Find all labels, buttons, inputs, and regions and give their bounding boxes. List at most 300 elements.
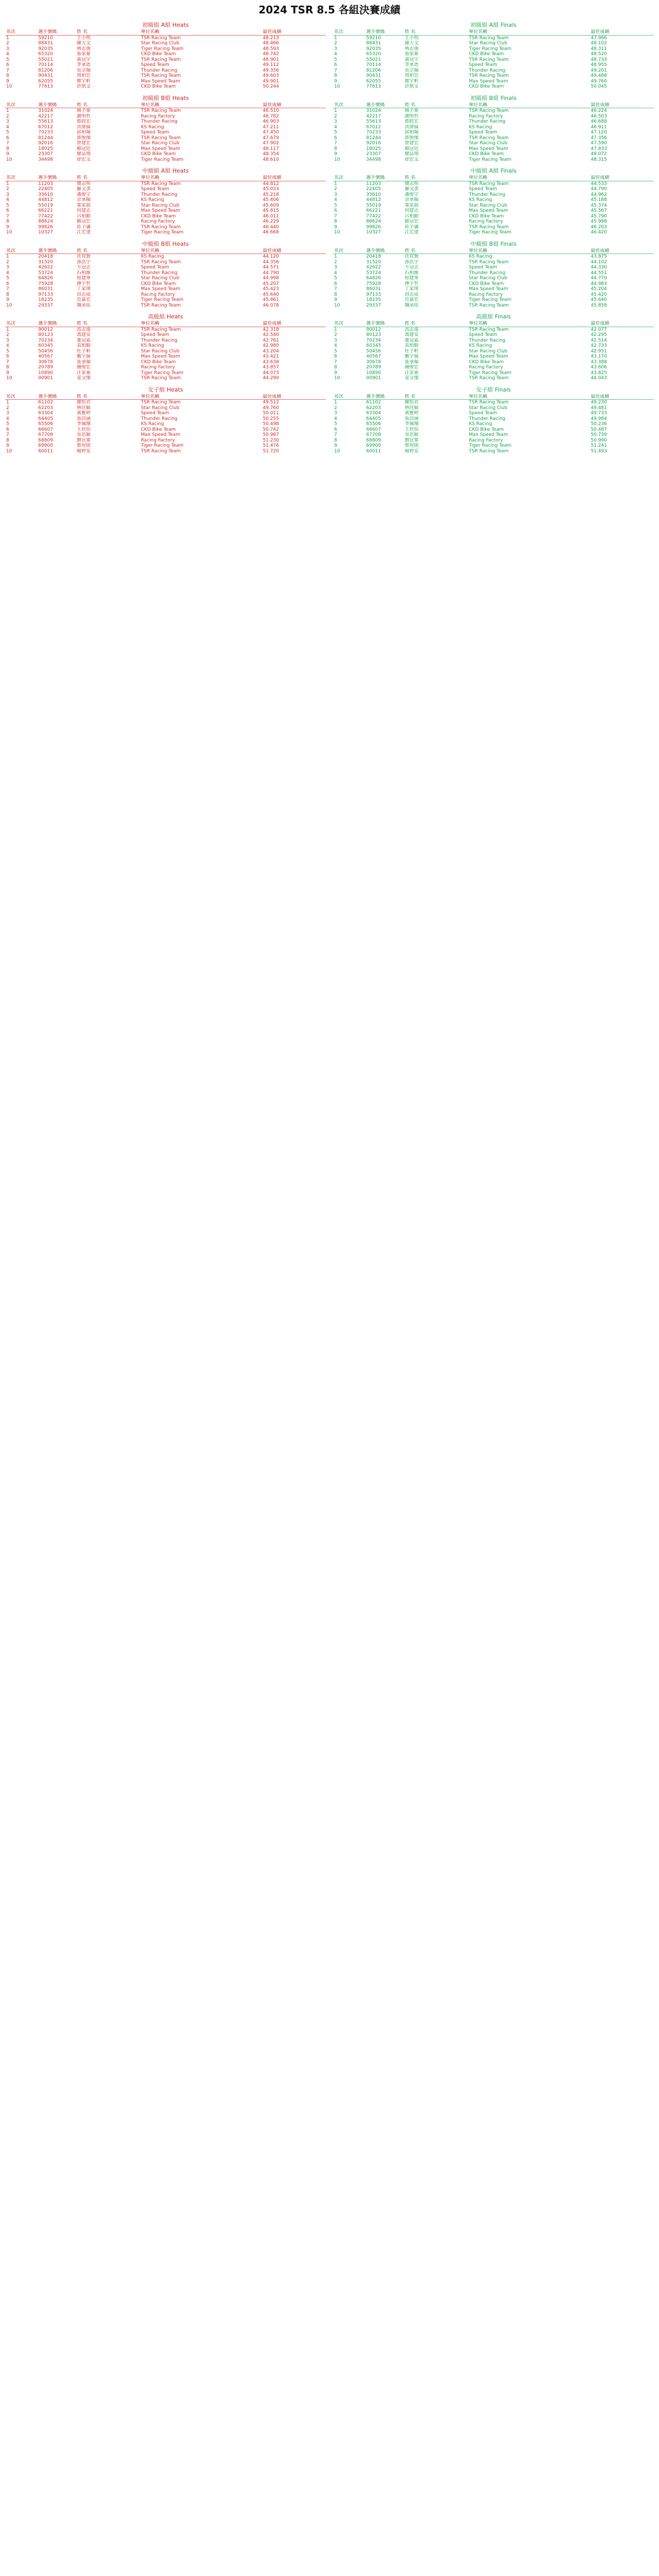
- table-cell: 馮建安: [405, 332, 419, 337]
- table-row: [5, 225, 326, 230]
- heats-results-table: [5, 248, 326, 309]
- table-row: [5, 292, 326, 298]
- table-row: [333, 219, 654, 225]
- table-cell: 55019: [38, 202, 53, 208]
- table-cell: 吳宗翰: [77, 67, 91, 73]
- table-cell: 31520: [38, 259, 53, 265]
- column-header: 單位名稱: [468, 248, 590, 254]
- table-cell: 88624: [38, 219, 53, 224]
- table-row: [333, 276, 654, 281]
- column-header: 姓 名: [76, 321, 140, 327]
- column-header: 姓 名: [404, 321, 468, 327]
- table-cell: Star Racing Club: [141, 348, 180, 354]
- table-row: [333, 151, 654, 157]
- table-cell: 47.211: [263, 124, 279, 130]
- table-cell: 3: [6, 265, 9, 270]
- table-cell: 46.229: [263, 219, 279, 224]
- finals-column: [333, 95, 654, 163]
- table-cell: KS Racing: [469, 254, 492, 259]
- table-cell: 9: [6, 370, 9, 376]
- table-cell: 48.102: [591, 41, 607, 46]
- table-cell: 蔡宛儒: [77, 443, 91, 448]
- table-cell: 程建華: [77, 276, 91, 281]
- table-cell: 48.354: [263, 151, 279, 157]
- table-row: [5, 151, 326, 157]
- table-cell: 李佩珊: [405, 421, 419, 427]
- table-cell: 97133: [366, 292, 381, 297]
- table-cell: 70114: [366, 62, 381, 67]
- column-header: 最佳成績: [589, 103, 654, 108]
- table-cell: 97133: [38, 292, 53, 297]
- table-cell: Speed Team: [141, 332, 169, 337]
- table-cell: 7: [334, 141, 337, 146]
- table-cell: 3: [334, 119, 337, 124]
- table-header-row: [333, 175, 654, 181]
- heats-title: 高級組 Heats: [148, 313, 183, 320]
- table-cell: 44.356: [263, 259, 279, 265]
- table-cell: 5: [334, 202, 337, 208]
- table-row: [5, 327, 326, 332]
- table-cell: 49.201: [591, 67, 607, 73]
- table-cell: Speed Team: [469, 187, 497, 192]
- column-header: 最佳成績: [262, 103, 326, 108]
- table-cell: 7: [334, 213, 337, 219]
- table-row: [333, 432, 654, 438]
- table-cell: Thunder Racing: [141, 119, 178, 124]
- table-row: [5, 119, 326, 125]
- table-cell: 10327: [38, 230, 53, 235]
- table-cell: 86031: [366, 286, 381, 292]
- table-row: [333, 297, 654, 303]
- table-cell: 傅宇哲: [405, 281, 419, 286]
- finals-title: 中級組 B組 Finals: [470, 240, 517, 247]
- heats-title: 中級組 A組 Heats: [142, 167, 189, 174]
- table-cell: 董冠霖: [405, 337, 419, 343]
- table-cell: 周柏宏: [77, 73, 91, 78]
- table-cell: 孫浩宇: [405, 259, 419, 265]
- event-grid: [5, 313, 654, 381]
- table-row: [333, 214, 654, 219]
- table-cell: 1: [334, 35, 337, 41]
- table-row: [333, 181, 654, 187]
- table-cell: 王欣怡: [405, 427, 419, 432]
- table-row: [333, 303, 654, 309]
- table-cell: 46.224: [591, 108, 607, 113]
- table-cell: 10327: [366, 230, 381, 235]
- table-row: [333, 108, 654, 114]
- table-header-row: [333, 103, 654, 108]
- table-cell: 程建華: [405, 276, 419, 281]
- table-cell: 魏承佑: [77, 302, 91, 308]
- table-cell: 18235: [38, 297, 53, 302]
- table-cell: 6: [6, 281, 9, 286]
- heats-column: [5, 386, 326, 454]
- table-cell: 謝明哲: [405, 113, 419, 119]
- table-cell: TSR Racing Team: [141, 400, 181, 405]
- table-cell: 9: [6, 224, 9, 230]
- table-cell: 50.255: [263, 416, 279, 421]
- table-cell: 90012: [366, 327, 381, 332]
- table-cell: 3: [6, 46, 9, 52]
- table-cell: 44.571: [263, 265, 279, 270]
- table-cell: Racing Factory: [141, 292, 175, 297]
- table-cell: 50.244: [263, 84, 279, 89]
- table-cell: 9: [6, 443, 9, 448]
- table-cell: 48.311: [591, 46, 607, 52]
- column-header: 選手號碼: [37, 248, 76, 254]
- table-cell: CKD Bike Team: [141, 281, 176, 286]
- table-cell: 莊子謙: [77, 224, 91, 230]
- table-cell: 60345: [38, 343, 53, 348]
- table-cell: Thunder Racing: [141, 270, 178, 276]
- finals-results-table: [333, 29, 654, 90]
- table-cell: Max Speed Team: [469, 146, 508, 151]
- table-cell: 傅宇哲: [77, 281, 91, 286]
- table-row: [5, 421, 326, 427]
- table-cell: 6: [334, 208, 337, 213]
- table-cell: 3: [334, 46, 337, 52]
- table-cell: KS Racing: [141, 421, 164, 427]
- table-cell: 67708: [38, 432, 53, 437]
- table-cell: 45.423: [263, 286, 279, 292]
- table-cell: Speed Team: [141, 187, 169, 192]
- table-cell: 1: [6, 35, 9, 41]
- results-sections: [5, 22, 654, 454]
- table-cell: Max Speed Team: [469, 354, 508, 359]
- column-header: 姓 名: [76, 175, 140, 181]
- table-cell: 陳怡君: [77, 400, 91, 405]
- table-row: [333, 360, 654, 365]
- column-header: 姓 名: [404, 29, 468, 35]
- table-cell: 1: [6, 108, 9, 113]
- table-cell: 余承翰: [405, 197, 419, 202]
- table-cell: 80123: [38, 332, 53, 337]
- table-cell: Tiger Racing Team: [469, 297, 512, 302]
- table-cell: 方冠志: [77, 265, 91, 270]
- table-cell: 蔡政宏: [77, 119, 91, 124]
- table-cell: Thunder Racing: [469, 416, 506, 421]
- table-cell: Star Racing Club: [141, 405, 180, 411]
- table-cell: TSR Racing Team: [141, 448, 181, 454]
- table-row: [333, 327, 654, 332]
- table-row: [5, 281, 326, 287]
- table-cell: 7: [334, 432, 337, 437]
- table-cell: 黃冠宇: [77, 57, 91, 62]
- table-cell: Speed Team: [469, 332, 497, 337]
- column-header: 姓 名: [404, 394, 468, 400]
- table-cell: 郭俊傑: [77, 135, 91, 141]
- table-cell: 1: [334, 400, 337, 405]
- table-cell: 47.356: [591, 135, 607, 141]
- table-cell: Thunder Racing: [141, 337, 178, 343]
- table-row: [333, 135, 654, 141]
- table-cell: Max Speed Team: [141, 354, 180, 359]
- table-cell: 10: [6, 376, 12, 381]
- table-cell: Max Speed Team: [469, 208, 508, 213]
- table-cell: Speed Team: [469, 62, 497, 67]
- table-cell: 潘俊宇: [77, 192, 91, 197]
- table-cell: 46.668: [263, 230, 279, 235]
- table-cell: 42.318: [263, 327, 279, 332]
- table-cell: CKD Bike Team: [469, 151, 504, 157]
- event-grid: [5, 167, 654, 235]
- column-header: 單位名稱: [468, 29, 590, 35]
- table-cell: 88431: [38, 41, 53, 46]
- table-cell: 夏承翰: [405, 359, 419, 365]
- event-section: [5, 22, 654, 90]
- table-cell: 8: [334, 219, 337, 224]
- table-cell: 蔡宛儒: [405, 443, 419, 448]
- table-cell: Racing Factory: [141, 113, 175, 119]
- table-row: [5, 208, 326, 214]
- table-cell: 59210: [366, 35, 381, 41]
- table-cell: Speed Team: [141, 62, 169, 67]
- table-cell: 45.609: [263, 202, 279, 208]
- table-cell: TSR Racing Team: [141, 35, 181, 41]
- table-cell: Speed Team: [141, 265, 169, 270]
- table-cell: 48.593: [263, 46, 279, 52]
- table-cell: CKD Bike Team: [141, 359, 176, 365]
- table-row: [333, 52, 654, 57]
- table-cell: Star Racing Club: [141, 141, 180, 146]
- table-cell: 65506: [38, 421, 53, 427]
- table-row: [333, 141, 654, 146]
- table-row: [5, 197, 326, 203]
- table-cell: 蔡政宏: [405, 119, 419, 124]
- table-cell: TSR Racing Team: [469, 224, 509, 230]
- table-cell: 2: [6, 259, 9, 265]
- table-cell: 6: [6, 427, 9, 432]
- table-row: [333, 62, 654, 68]
- table-cell: 范嘉宏: [405, 297, 419, 302]
- table-cell: 48.117: [263, 146, 279, 151]
- table-cell: 賴冠廷: [77, 146, 91, 151]
- table-cell: Max Speed Team: [469, 286, 508, 292]
- table-cell: 42.980: [263, 343, 279, 348]
- heats-results-table: [5, 175, 326, 235]
- table-cell: 46.420: [591, 230, 607, 235]
- table-cell: 杜子軒: [77, 348, 91, 354]
- table-cell: 2: [6, 41, 9, 46]
- table-cell: 75928: [38, 281, 53, 286]
- event-grid: [5, 22, 654, 90]
- heats-title: 中級組 B組 Heats: [142, 240, 189, 247]
- table-cell: 62055: [366, 78, 381, 84]
- finals-column: [333, 386, 654, 454]
- finals-results-table: [333, 394, 654, 454]
- table-cell: 44.120: [263, 254, 279, 259]
- table-cell: Racing Factory: [469, 113, 503, 119]
- table-row: [333, 146, 654, 152]
- table-cell: 7: [6, 359, 9, 365]
- table-cell: 10890: [38, 370, 53, 376]
- table-row: [5, 192, 326, 198]
- table-cell: 92035: [38, 46, 53, 52]
- table-cell: 42.077: [591, 327, 607, 332]
- table-cell: Thunder Racing: [141, 416, 178, 421]
- table-cell: 46.782: [263, 113, 279, 119]
- table-cell: 66607: [38, 427, 53, 432]
- table-cell: Max Speed Team: [141, 146, 180, 151]
- table-cell: Star Racing Club: [141, 276, 180, 281]
- table-cell: 81206: [366, 67, 381, 73]
- table-row: [5, 438, 326, 444]
- table-cell: 6: [6, 135, 9, 141]
- table-cell: 42.761: [263, 337, 279, 343]
- table-cell: 45.188: [591, 197, 607, 202]
- table-cell: 44.770: [591, 276, 607, 281]
- table-row: [5, 449, 326, 454]
- table-cell: Tiger Racing Team: [141, 443, 184, 448]
- table-cell: Speed Team: [469, 411, 497, 416]
- table-cell: 3: [6, 119, 9, 124]
- table-cell: 99826: [38, 224, 53, 230]
- table-cell: 40567: [38, 354, 53, 359]
- finals-column: [333, 167, 654, 235]
- table-row: [5, 84, 326, 90]
- table-row: [333, 421, 654, 427]
- table-cell: 50456: [366, 348, 381, 354]
- table-cell: 張家豪: [405, 52, 419, 57]
- table-cell: 20789: [366, 365, 381, 370]
- table-cell: CKD Bike Team: [469, 84, 504, 89]
- table-row: [5, 141, 326, 146]
- table-cell: 李承恩: [405, 62, 419, 67]
- table-cell: 林志強: [405, 46, 419, 52]
- heats-results-table: [5, 103, 326, 163]
- table-row: [333, 427, 654, 433]
- event-section: [5, 313, 654, 381]
- column-header: 選手號碼: [365, 103, 404, 108]
- table-cell: 44.790: [591, 187, 607, 192]
- table-cell: 70234: [366, 337, 381, 343]
- table-cell: 4: [6, 343, 9, 348]
- table-cell: 64405: [366, 416, 381, 421]
- heats-column: [5, 22, 326, 90]
- table-cell: 4: [334, 52, 337, 57]
- table-cell: 5: [334, 276, 337, 281]
- table-cell: 45.567: [591, 208, 607, 213]
- table-row: [5, 354, 326, 360]
- table-cell: 潘俊宇: [405, 192, 419, 197]
- table-cell: 徐宏文: [77, 157, 91, 162]
- table-cell: 1: [334, 108, 337, 113]
- table-cell: 鄭宇軒: [405, 78, 419, 84]
- table-cell: 51.720: [263, 448, 279, 454]
- event-grid: [5, 241, 654, 309]
- table-cell: 何建志: [77, 208, 91, 213]
- table-cell: 李佩珊: [77, 421, 91, 427]
- table-cell: 8: [6, 437, 9, 443]
- table-cell: 5: [334, 348, 337, 354]
- table-cell: 董冠霖: [77, 337, 91, 343]
- table-row: [333, 192, 654, 198]
- table-cell: 余承翰: [77, 197, 91, 202]
- table-cell: TSR Racing Team: [469, 400, 509, 405]
- table-row: [5, 405, 326, 411]
- table-cell: 石柏維: [405, 270, 419, 276]
- column-header: 姓 名: [404, 248, 468, 254]
- table-cell: 77422: [38, 213, 53, 219]
- table-cell: Speed Team: [141, 130, 169, 135]
- event-section: [5, 241, 654, 309]
- table-cell: 50.739: [591, 432, 607, 437]
- table-cell: 45.998: [591, 219, 607, 224]
- table-header-row: [5, 394, 326, 400]
- heats-title: 女子組 Heats: [148, 386, 183, 393]
- table-cell: 51.230: [263, 437, 279, 443]
- table-cell: Tiger Racing Team: [141, 297, 184, 302]
- table-cell: TSR Racing Team: [469, 302, 509, 308]
- event-grid: [5, 386, 654, 454]
- table-cell: 杜子軒: [405, 348, 419, 354]
- table-cell: 劉宜蓁: [77, 437, 91, 443]
- table-cell: 44.812: [263, 181, 279, 187]
- table-cell: Thunder Racing: [469, 270, 506, 276]
- table-cell: 66221: [366, 208, 381, 213]
- table-cell: 40567: [366, 354, 381, 359]
- table-cell: Racing Factory: [469, 437, 503, 443]
- table-cell: 50.011: [263, 411, 279, 416]
- table-row: [5, 427, 326, 433]
- table-row: [5, 303, 326, 309]
- table-cell: 4: [6, 416, 9, 421]
- table-cell: Thunder Racing: [141, 67, 178, 73]
- table-cell: 6: [6, 62, 9, 67]
- table-cell: Max Speed Team: [141, 208, 180, 213]
- table-cell: 80123: [366, 332, 381, 337]
- table-cell: 10890: [366, 370, 381, 376]
- table-row: [5, 265, 326, 270]
- table-row: [5, 108, 326, 114]
- finals-results-table: [333, 175, 654, 235]
- table-cell: 67708: [366, 432, 381, 437]
- table-cell: 46.503: [591, 113, 607, 119]
- table-row: [5, 360, 326, 365]
- column-header: 名次: [5, 29, 37, 35]
- table-cell: 張詩涵: [77, 416, 91, 421]
- column-header: 單位名稱: [140, 394, 262, 400]
- table-cell: 羅文彥: [77, 187, 91, 192]
- table-cell: 92016: [38, 141, 53, 146]
- table-cell: 64826: [38, 276, 53, 281]
- table-cell: 29337: [38, 302, 53, 308]
- table-row: [5, 416, 326, 422]
- table-cell: 92035: [366, 46, 381, 52]
- column-header: 最佳成績: [262, 321, 326, 327]
- table-cell: 44.102: [591, 259, 607, 265]
- table-cell: TSR Racing Team: [141, 57, 181, 62]
- table-cell: 90012: [38, 327, 53, 332]
- table-cell: 63304: [38, 411, 53, 416]
- column-header: 名次: [333, 103, 365, 108]
- table-cell: 70233: [38, 130, 53, 135]
- table-cell: TSR Racing Team: [469, 135, 509, 141]
- column-header: 選手號碼: [365, 29, 404, 35]
- table-cell: 高志遠: [405, 327, 419, 332]
- table-cell: 45.207: [263, 281, 279, 286]
- table-row: [333, 349, 654, 354]
- column-header: 單位名稱: [468, 321, 590, 327]
- table-cell: 43.388: [591, 359, 607, 365]
- table-row: [333, 130, 654, 135]
- table-cell: 10: [6, 448, 12, 454]
- table-cell: 61102: [38, 400, 53, 405]
- table-cell: 50.045: [591, 84, 607, 89]
- table-cell: CKD Bike Team: [141, 84, 176, 89]
- page-title: 2024 TSR 8.5 各組決賽成績: [258, 4, 401, 16]
- table-cell: Star Racing Club: [469, 141, 508, 146]
